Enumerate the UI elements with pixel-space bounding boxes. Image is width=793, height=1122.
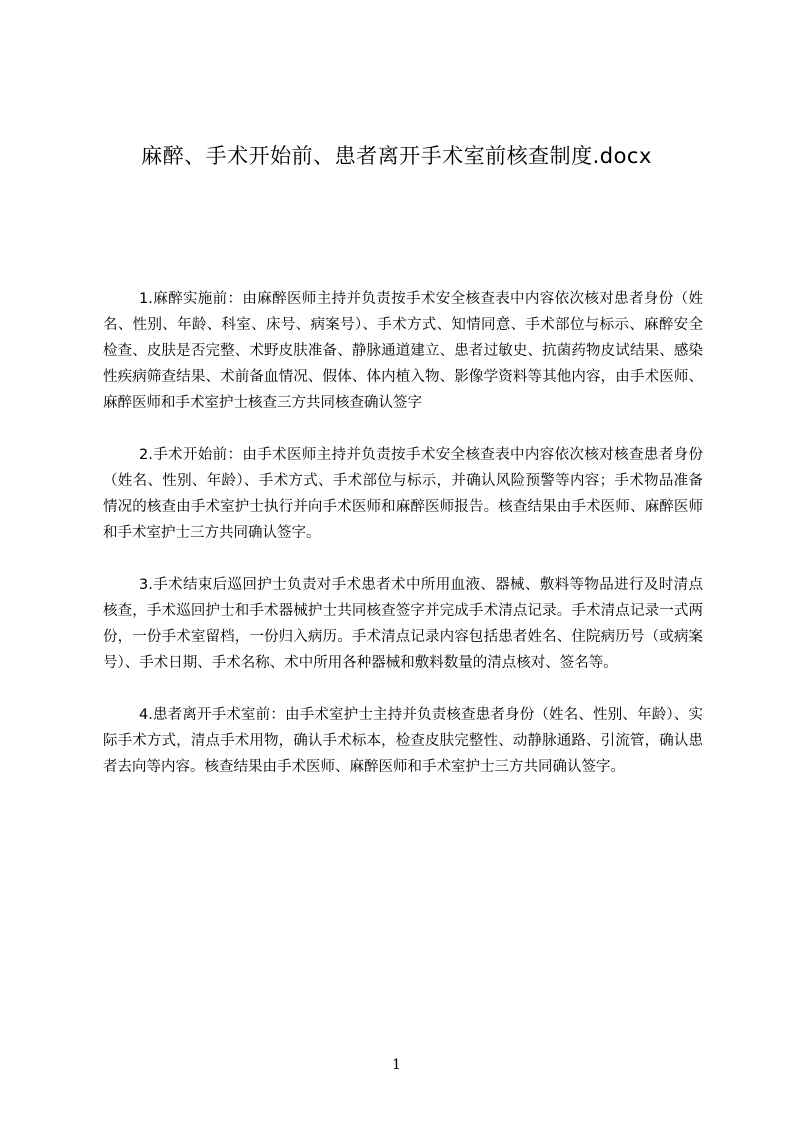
document-body <box>103 286 703 806</box>
paragraph-surgery-end-count: 3.手术结束后巡回护士负责对手术患者术中所用血液、器械、敷料等物品进行及时清点核查，手术巡回护士和手术器械护士共同核查签字并完成手术清点记录。手术清点记录一式两份，一份手术室留档，一份归入病历。手术清点记录内容包括患者姓名、住院病历号（或病案号）、手术日期、手术名称、术中所用各种器械和敷料数量的清点核对、签名等。 <box>103 577 703 671</box>
page-number: 1 <box>392 1057 401 1073</box>
paragraph-surgery-start: 2.手术开始前：由手术医师主持并负责按手术安全核查表中内容依次核对核查患者身份（姓名、性别、年龄）、手术方式、手术部位与标示，并确认风险预警等内容；手术物品准备情况的核查由手术室护士执行并向手术医师和麻醉医师报告。核查结果由手术医师、麻醉医师和手术室护士三方共同确认签字。 <box>103 447 703 541</box>
paragraph-anesthesia-before: 1.麻醉实施前：由麻醉医师主持并负责按手术安全核查表中内容依次核对患者身份（姓名、性别、年龄、科室、床号、病案号）、手术方式、知情同意、手术部位与标示、麻醉安全检查、皮肤是否完整、术野皮肤准备、静脉通道建立、患者过敏史、抗菌药物皮试结果、感染性疾病筛查结果、术前备血情况、假体、体内植入物、影像学资料等其他内容，由手术医师、麻醉医师和手术室护士核查三方共同核查确认签字 <box>103 291 703 411</box>
document-title: 麻醉、手术开始前、患者离开手术室前核查制度.docx <box>141 144 652 168</box>
paragraph-patient-leave: 4.患者离开手术室前：由手术室护士主持并负责核查患者身份（姓名、性别、年龄）、实际手术方式，清点手术用物，确认手术标本，检查皮肤完整性、动静脉通路、引流管，确认患者去向等内容。核查结果由手术医师、麻醉医师和手术室护士三方共同确认签字。 <box>103 707 703 775</box>
